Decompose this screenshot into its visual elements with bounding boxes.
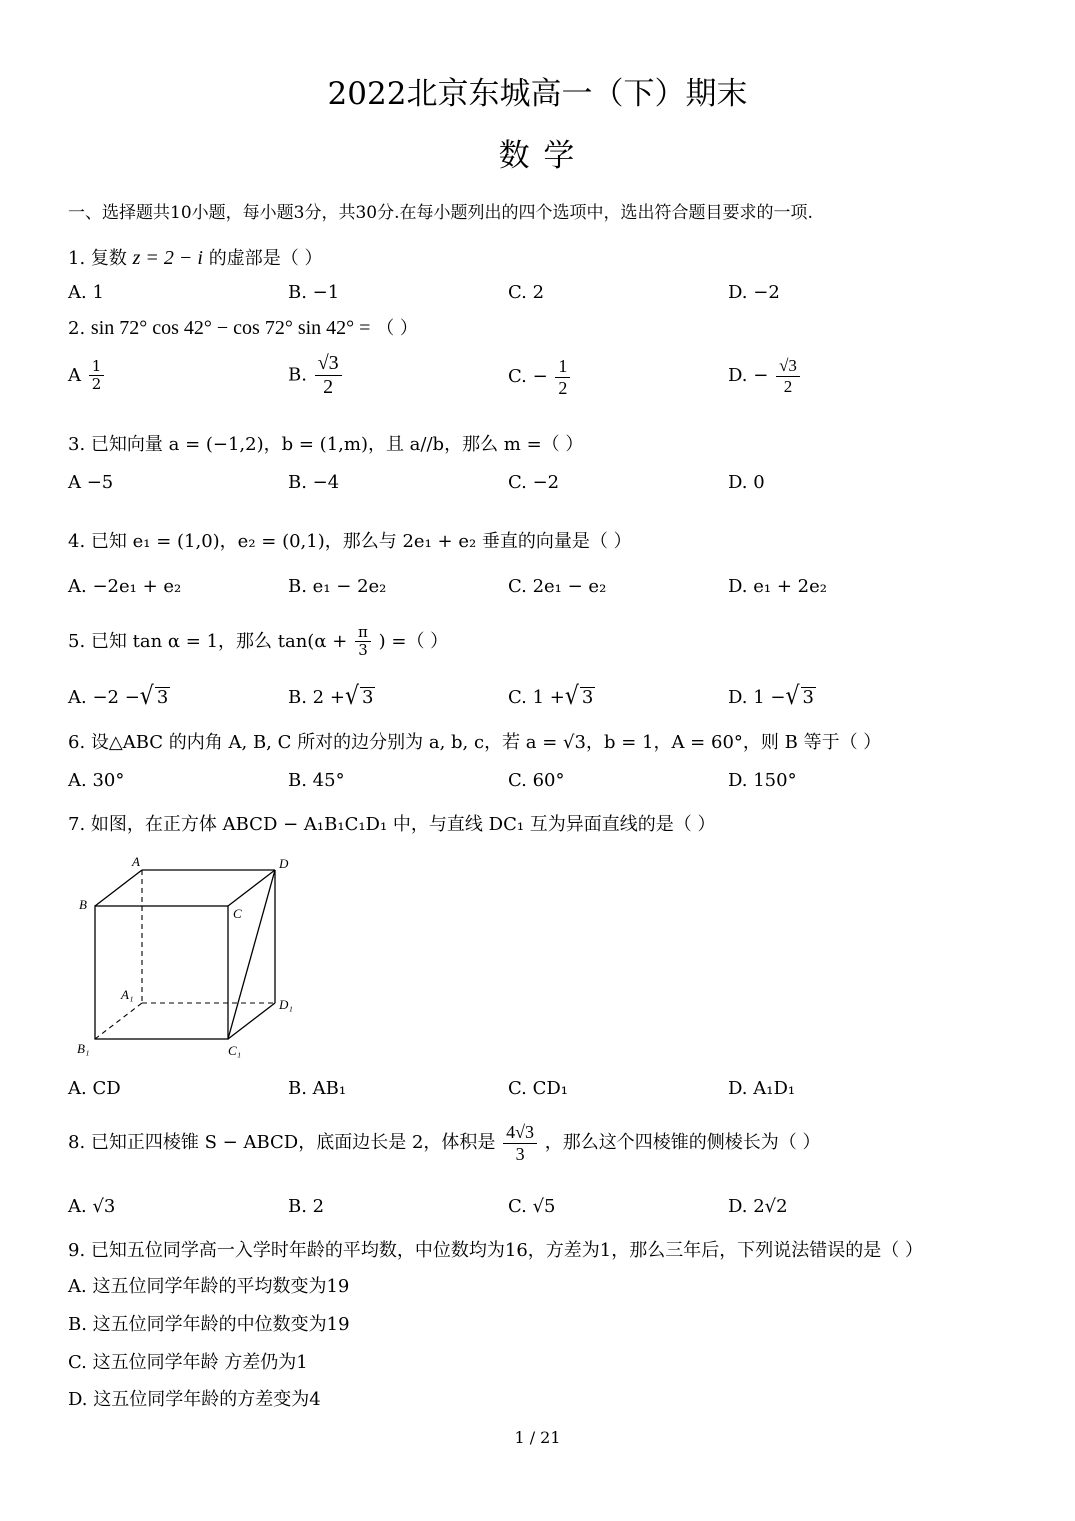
question-7-stem: 7. 如图，在正方体 ABCD − A₁B₁C₁D₁ 中，与直线 DC₁ 互为异面直线的是（ ）	[68, 814, 716, 835]
q7-option-b[interactable]: B. AB₁	[288, 1078, 347, 1099]
frac-num: π	[355, 624, 371, 642]
q5-option-c-label: C. 1 +	[508, 687, 565, 708]
q5-frac	[355, 624, 371, 660]
q5-option-d[interactable]	[728, 684, 816, 709]
frac-num: 1	[89, 358, 105, 376]
q5-stem-pre: 5. 已知 tan α = 1，那么 tan(α +	[68, 630, 348, 652]
q2-option-b[interactable]	[288, 352, 344, 399]
q4-option-c[interactable]: C. 2e₁ − e₂	[508, 576, 607, 597]
q8-frac	[503, 1122, 537, 1164]
q8-option-c[interactable]: C. √5	[508, 1196, 556, 1217]
frac-den: 2	[323, 376, 334, 398]
sqrt-radicand: 3	[156, 687, 169, 708]
question-9-stem: 9. 已知五位同学高一入学时年龄的平均数，中位数均为16，方差为1，那么三年后，下列说法错误的是（ ）	[68, 1240, 923, 1261]
frac-den: 2	[91, 375, 102, 394]
q5-option-b-label: B. 2 +	[288, 687, 345, 708]
vertex-label-b: B	[79, 897, 87, 912]
q9-option-a[interactable]: A. 这五位同学年龄的平均数变为19	[68, 1276, 350, 1297]
frac-den: 2	[558, 377, 568, 398]
frac-num: 1	[555, 356, 570, 378]
q4-option-d[interactable]: D. e₁ + 2e₂	[728, 576, 827, 597]
vertex-label-a1: A₁	[121, 987, 134, 1002]
q5-option-b[interactable]	[288, 684, 375, 709]
vertex-label-a: A	[132, 854, 140, 869]
frac-num: √3	[315, 352, 342, 376]
q3-option-d[interactable]: D. 0	[728, 472, 765, 493]
q2-option-c-label: C. −	[508, 366, 548, 388]
q5-option-a[interactable]	[68, 684, 170, 709]
q2-stem-math: sin 72° cos 42° − cos 72° sin 42° =	[90, 317, 371, 339]
q8-option-d[interactable]: D. 2√2	[728, 1196, 788, 1217]
q1-option-a[interactable]: A. 1	[68, 282, 104, 303]
sqrt-radicand: 3	[361, 687, 374, 708]
question-1-stem	[68, 244, 322, 270]
q9-option-d[interactable]: D. 这五位同学年龄的方差变为4	[68, 1389, 321, 1410]
q8-option-a[interactable]: A. √3	[68, 1196, 116, 1217]
sqrt-radicand: 3	[802, 687, 814, 708]
q4-option-b[interactable]: B. e₁ − 2e₂	[288, 576, 387, 597]
q6-option-b[interactable]: B. 45°	[288, 770, 345, 791]
q5-option-c[interactable]	[508, 684, 595, 709]
page-title: 2022北京东城高一（下）期末	[327, 76, 748, 112]
frac-num: 4√3	[503, 1122, 537, 1144]
section-heading: 一、选择题共10小题，每小题3分，共30分.在每小题列出的四个选项中，选出符合题目要求的一项.	[68, 203, 813, 223]
frac-den: 3	[358, 641, 368, 660]
sqrt-sign: √	[344, 682, 359, 711]
subject-title: 数 学	[498, 138, 577, 174]
q1-option-b[interactable]: B. −1	[288, 282, 340, 303]
page-number: 1 / 21	[514, 1428, 561, 1447]
frac-den: 3	[515, 1143, 525, 1164]
q7-option-d[interactable]: D. A₁D₁	[728, 1078, 796, 1099]
question-2-stem	[68, 314, 418, 340]
q6-option-c[interactable]: C. 60°	[508, 770, 565, 791]
q7-option-c[interactable]: C. CD₁	[508, 1078, 568, 1099]
q3-option-a[interactable]: A −5	[68, 472, 114, 493]
q2-option-a[interactable]	[68, 358, 106, 394]
question-5-stem	[68, 624, 448, 660]
q7-option-a[interactable]: A. CD	[68, 1078, 121, 1099]
q2-option-a-frac	[89, 358, 105, 394]
vertex-label-c1: C₁	[228, 1043, 242, 1058]
q2-stem-pre: 2.	[68, 318, 91, 339]
q1-option-d[interactable]: D. −2	[728, 282, 780, 303]
q3-option-c[interactable]: C. −2	[508, 472, 560, 493]
q2-option-c[interactable]	[508, 356, 572, 398]
cube-solid-edges	[95, 870, 275, 1039]
question-6-stem: 6. 设△ABC 的内角 A, B, C 所对的边分别为 a, b, c，若 a = √3，b = 1，A = 60°，则 B 等于（ ）	[68, 732, 882, 753]
q9-option-c[interactable]: C. 这五位同学年龄 方差仍为1	[68, 1352, 308, 1373]
q1-stem-math: z = 2 − i	[132, 247, 203, 269]
q2-option-b-frac	[315, 352, 342, 399]
vertex-label-d: D	[279, 856, 289, 871]
q8-option-b[interactable]: B. 2	[288, 1196, 325, 1217]
q5-option-a-label: A. −2 −	[68, 687, 140, 708]
sqrt-sign: √	[139, 682, 154, 711]
q2-option-d[interactable]	[728, 356, 802, 396]
q8-stem-pre: 8. 已知正四棱锥 S − ABCD，底面边长是 2，体积是	[68, 1132, 496, 1154]
q2-stem-post: （ ）	[376, 318, 418, 339]
cube-hidden-edges	[95, 870, 275, 1039]
q1-stem-post: 的虚部是（ ）	[208, 248, 323, 269]
question-4-stem: 4. 已知 e₁ = (1,0)，e₂ = (0,1)，那么与 2e₁ + e₂ 垂直的向量是（ ）	[68, 531, 632, 552]
sqrt-sign: √	[564, 682, 579, 711]
frac-num: √3	[776, 356, 800, 377]
q2-option-a-label: A	[68, 364, 81, 386]
sqrt-radicand: 3	[581, 687, 594, 708]
q2-option-d-frac	[776, 356, 800, 396]
q5-stem-post: ) =（ ）	[378, 630, 449, 652]
q2-option-c-frac	[555, 356, 570, 398]
q3-option-b[interactable]: B. −4	[288, 472, 340, 493]
q2-option-d-label: D. −	[728, 365, 769, 387]
question-3-stem: 3. 已知向量 a = (−1,2)，b = (1,m)，且 a//b，那么 m =（ ）	[68, 434, 584, 455]
vertex-label-b1: B₁	[77, 1041, 90, 1056]
q6-option-a[interactable]: A. 30°	[68, 770, 125, 791]
sqrt-sign: √	[785, 682, 800, 711]
q1-option-c[interactable]: C. 2	[508, 282, 545, 303]
q6-option-d[interactable]: D. 150°	[728, 770, 797, 791]
q4-option-a[interactable]: A. −2e₁ + e₂	[68, 576, 182, 597]
q5-option-d-label: D. 1 −	[728, 687, 786, 708]
cube-figure	[70, 848, 310, 1063]
q2-option-b-label: B.	[288, 364, 307, 386]
q8-stem-post: ，那么这个四棱锥的侧棱长为（ ）	[544, 1132, 821, 1154]
vertex-label-d1: D₁	[279, 997, 293, 1012]
frac-den: 2	[783, 376, 793, 396]
q9-option-b[interactable]: B. 这五位同学年龄的中位数变为19	[68, 1314, 350, 1335]
vertex-label-c: C	[233, 906, 242, 921]
question-8-stem	[68, 1122, 821, 1164]
q1-stem-pre: 1. 复数	[68, 248, 127, 269]
